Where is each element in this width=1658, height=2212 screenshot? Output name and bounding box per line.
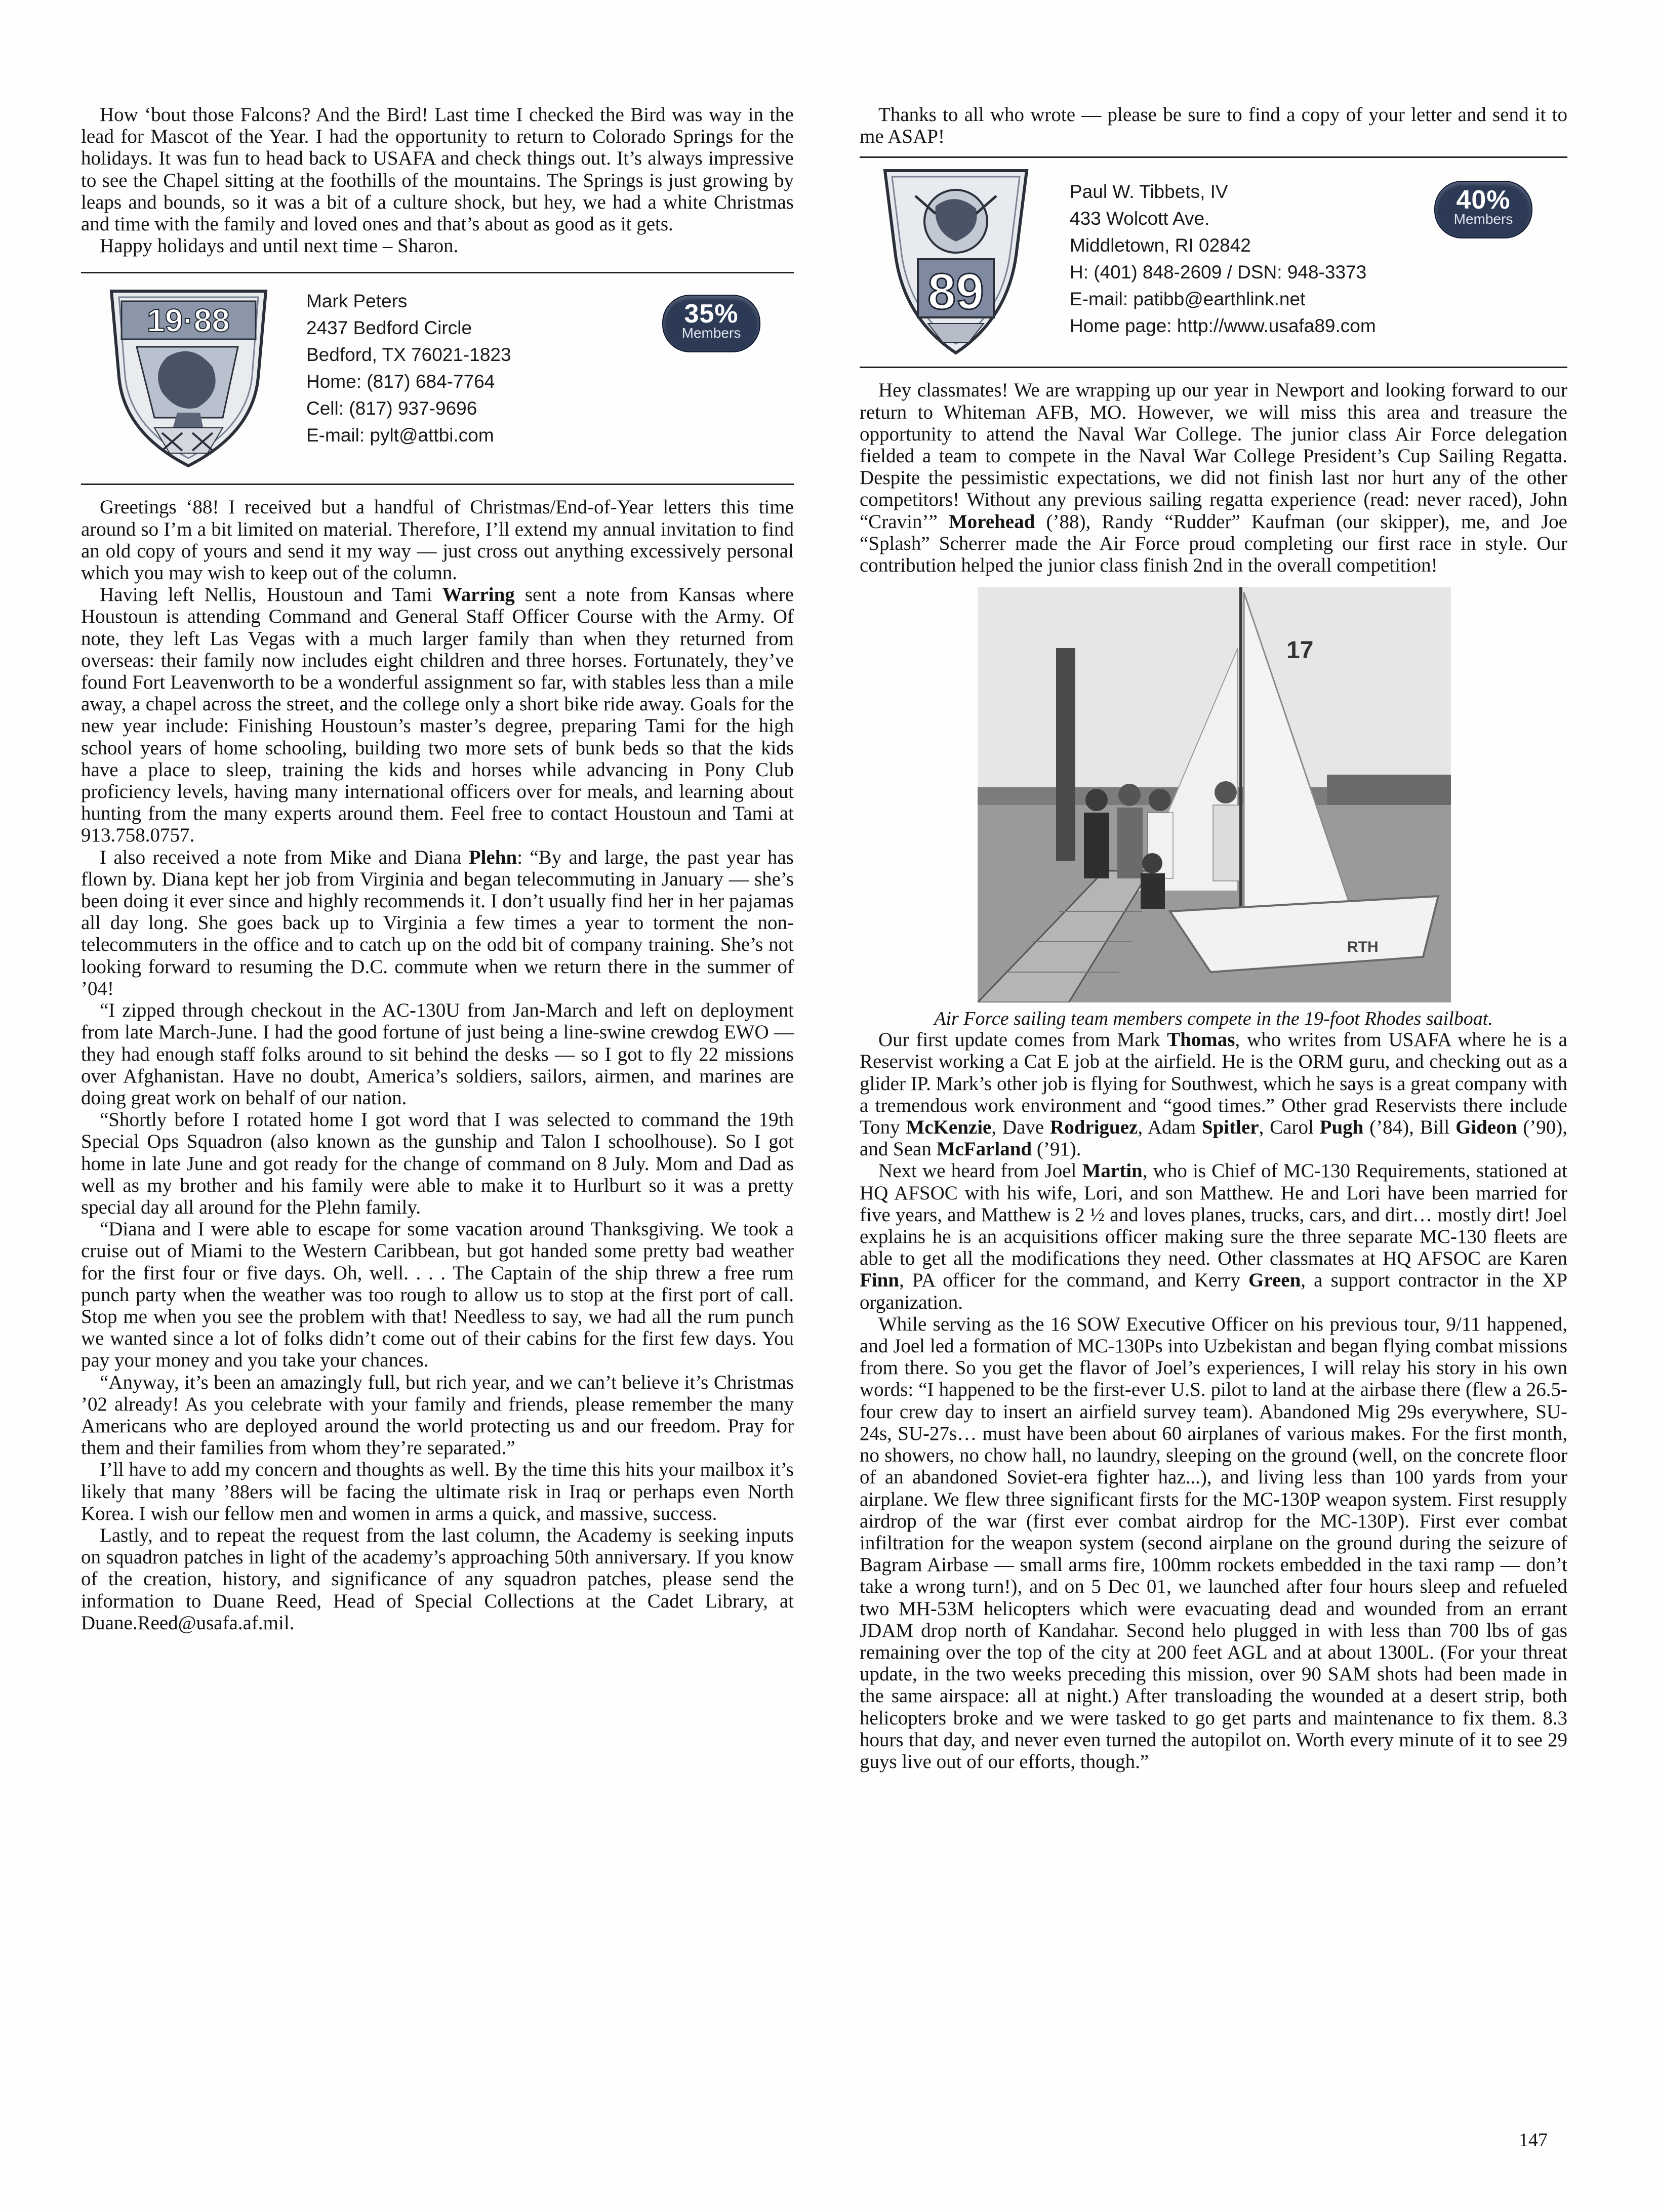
classmate-name: Morehead [948,510,1035,533]
scribe-address: 433 Wolcott Ave. [1070,208,1210,229]
scribe-city: Bedford, TX 76021-1823 [306,344,511,366]
classmate-name: Warring [442,584,515,606]
section-divider [81,484,794,485]
left-column [81,104,794,1634]
left-intro [81,104,794,257]
class-1988-crest-icon [106,286,271,471]
membership-percent: 40% [1456,185,1511,215]
paragraph: I also received a note from Mike and Diana Plehn: “By and large, the past year has flown by. Diana kept her job from Virginia and began telecommuting in January — she’s been doing it ever since and highly recommends it. I don’t usually find her in her pajamas all day long. She goes back up to Virginia a few times a year to torment the non-telecommuters in the office and to catch up on the odd bit of company training. She’s not looking forward to resuming the D.C. commute when we return there in the summer of ’04! [81,846,794,999]
paragraph: Lastly, and to repeat the request from the last column, the Academy is seeking inputs on squadron patches in light of the academy’s approaching 50th anniversary. If you know of the creation, history, and significance of any squadron patches, please send the information to Duane Reed, Head of Special Collections at the Cadet Library, at Duane.Reed@usafa.af.mil. [81,1524,794,1634]
photo-block [860,587,1567,1030]
paragraph: “Diana and I were able to escape for some vacation around Thanksgiving. We took a cruise out of Miami to the Western Caribbean, but got handed some pretty bad weather for the first four or five days. Oh, well. . . . The Captain of the ship threw a free rum punch party when the weather was too rough to allow us to stop at the first port of call. Stop me when you see the problem with that! Needless to say, we had all the rum punch we wanted since a lot of folks didn’t come out of their cabins for the first few days. You pay your money and you take your chances. [81,1218,794,1372]
intro-paragraph: Thanks to all who wrote — please be sure to find a copy of your letter and send it to me ASAP! [860,104,1567,148]
classmate-name: Pugh [1319,1116,1364,1139]
scribe-phone: H: (401) 848-2609 / DSN: 948-3373 [1070,262,1367,283]
paragraph: “I zipped through checkout in the AC-130U from Jan-March and left on deployment from late March-June. I had the good fortune of just being a line-swine crewdog EWO — they had enough staff folks around to sit behind the desks — so I got to fly 22 missions over Afghanistan. Have no doubt, America’s soldiers, sailors, airmen, and marines are doing great work on behalf of our nation. [81,999,794,1109]
paragraph: Next we heard from Joel Martin, who is Chief of MC-130 Requirements, stationed at HQ AFSOC with his wife, Lori, and son Matthew. He and Lori have been married for five years, and Matthew is 2 ½ and loves planes, trucks, cars, and dirt… mostly dirt! Joel explains he is an acquisitions officer making sure the three separate MC-130 fleets are able to get all the modifications they need. Other classmates at HQ AFSOC are Karen Finn, PA officer for the command, and Kerry Green, a support contractor in the XP organization. [860,1160,1567,1313]
scribe-homepage: Home page: http://www.usafa89.com [1070,315,1376,337]
class-1989-opening [860,379,1567,576]
intro-paragraph: How ‘bout those Falcons? And the Bird! Last time I checked the Bird was way in the lead for Mascot of the Year. I had the opportunity to return to Colorado Springs for the holidays. It was fun to head back to USAFA and check things out. It’s always impressive to see the Chapel sitting at the foothills of the mountains. The Springs is just growing by leaps and bounds, so it was a bit of a culture shock, but hey, we had a white Christmas and time with the family and loved ones and that’s about as good as it gets. [81,104,794,235]
svg-text:89: 89 [927,263,984,320]
class-1988-contact-info [306,288,511,449]
paragraph: Having left Nellis, Houstoun and Tami Warring sent a note from Kansas where Houstoun is attending Command and General Staff Officer Course with the Army. Of note, they left Las Vegas with a much larger family than when they returned from overseas: their family now includes eight children and three horses. Fortunately, they’ve found Fort Leavenworth to be a wonderful assignment so far, with stables less than a mile away, a chapel across the street, and the college only a short bike ride away. Goals for the new year include: Finishing Houstoun’s master’s degree, preparing Tami for the high school years of home schooling, building two more sets of bunk beds so that the kids have a place to sleep, training the kids and horses while advancing in Pony Club proficiency levels, having many international officers over for meals, and learning about hunting from the many experts around them. Feel free to contact Houstoun and Tami at 913.758.0757. [81,584,794,847]
class-1989-contact-info [1070,178,1376,339]
classmate-name: Rodriguez [1050,1116,1138,1139]
class-1988-contact-card [81,273,794,484]
paragraph: While serving as the 16 SOW Executive Officer on his previous tour, 9/11 happened, and Joel led a formation of MC-130Ps into Uzbekistan and began flying combat missions from there. So you get the flavor of Joel’s experiences, I will relay his story in his own words: “I happened to be the first-ever U.S. pilot to land at the airbase there (flew a 26.5-four crew day to insert an airfield survey team). Abandoned Mig 29s everywhere, SU-24s, SU-27s… must have been about 60 airplanes of various makes. For the first month, no showers, no chow hall, no laundry, sleeping on the ground (well, on the concrete floor of an abandoned Soviet-era fighter haz...), and living less than 100 yards from your airplane. We flew three significant firsts for the MC-130P weapon system. First resupply airdrop of the war (first ever combat airdrop for the MC-130P). First ever combat infiltration for the weapon system (second airplane on the ground during the seizure of Bagram Airbase — small arms fire, 100mm rockets embedded in the taxi ramp — don’t take a wrong turn!), and on 5 Dec 01, we launched after four hours sleep and refueled two MH-53M helicopters which were evacuating dead and wounded from an errant JDAM drop north of Kandahar. Second helo plugged in with less than 700 lbs of gas remaining over the top of the city at 200 feet AGL and at about 1300L. (For your threat update, in the two weeks preceding this mission, over 90 SAM shots had been made in the same airspace: all at night.) After transloading the wounded at a desert strip, both helicopters broke and we were tasked to go get parts and maintenance to fix them. 8.3 hours that day, and never even turned the autopilot on. Worth every minute of it to see 29 guys live out of our efforts, though.” [860,1313,1567,1773]
paragraph: “Anyway, it’s been an amazingly full, but rich year, and we can’t believe it’s Christmas ’02 already! As you celebrate with your family and friends, please remember the many Americans who are deployed around the world protecting us and our freedom. Pray for them and their families from whom they’re separated.” [81,1371,794,1459]
paragraph: Our first update comes from Mark Thomas, who writes from USAFA where he is a Reservist working a Cat E job at the airfield. He is the ORM guru, and checking out as a glider IP. Mark’s other job is flying for Southwest, which he says is a great company with a tremendous work environment and “good times.” Other grad Reservists there include Tony McKenzie, Dave Rodriguez, Adam Spitler, Carol Pugh (’84), Bill Gideon (’90), and Sean McFarland (’91). [860,1029,1567,1160]
scribe-home-phone: Home: (817) 684-7764 [306,371,495,392]
photo-caption: Air Force sailing team members compete in the 19-foot Rhodes sailboat. [934,1008,1493,1030]
membership-label: Members [681,325,741,341]
right-intro [860,104,1567,147]
scribe-email: E-mail: patibb@earthlink.net [1070,289,1306,310]
scribe-cell-phone: Cell: (817) 937-9696 [306,398,477,419]
scribe-name: Mark Peters [306,291,408,312]
class-1988-column [81,496,794,1634]
paragraph: “Shortly before I rotated home I got word that I was selected to command the 19th Special Ops Squadron (also known as the gunship and Talon I schoolhouse). So I got home in late June and got ready for the change of command on 8 July. Mom and Dad as well as my brother and his family were able to make it to Hurlburt so it was a pretty special day all around for the Plehn family. [81,1109,794,1218]
scribe-address: 2437 Bedford Circle [306,317,472,339]
svg-text:RTH: RTH [1347,939,1379,956]
class-1989-column [860,1029,1567,1773]
classmate-name: Gideon [1455,1116,1517,1139]
section-divider [860,367,1567,368]
class-1989-contact-card [860,158,1567,367]
classmate-name: Green [1248,1269,1301,1292]
paragraph: Hey classmates! We are wrapping up our year in Newport and looking forward to our return to Whiteman AFB, MO. However, we will miss this area and treasure the opportunity to attend the Naval War College. The junior class Air Force delegation fielded a team to compete in the Naval War College President’s Cup Sailing Regatta. Despite the pessimistic expectations, we did not finish last nor hurt any of the other competitors! Without any previous sailing regatta experience (read: never raced), John “Cravin’” Morehead (’88), Randy “Rudder” Kaufman (our skipper), me, and Joe “Splash” Scherrer made the Air Force proud completing our first race in style. Our contribution helped the junior class finish 2nd in the overall competition! [860,379,1567,577]
membership-badge [662,295,760,352]
scribe-name: Paul W. Tibbets, IV [1070,181,1228,203]
classmate-name: Spitler [1201,1116,1259,1139]
classmate-name: Martin [1082,1160,1143,1182]
paragraph: I’ll have to add my concern and thoughts as well. By the time this hits your mailbox it’s likely that many ’88ers will be facing the ultimate risk in Iraq or perhaps even North Korea. I wish our fellow men and women in arms a quick, and massive, success. [81,1459,794,1524]
classmate-name: McFarland [936,1138,1032,1160]
svg-text:19·88: 19·88 [147,302,230,339]
scribe-city: Middletown, RI 02842 [1070,235,1251,256]
membership-label: Members [1453,211,1513,227]
class-1989-crest-icon [880,166,1032,358]
classmate-name: Finn [860,1269,900,1292]
classmate-name: McKenzie [906,1116,992,1139]
page-number: 147 [1519,2129,1548,2151]
right-column [860,104,1567,1773]
paragraph: Greetings ‘88! I received but a handful of Christmas/End-of-Year letters this time around so I’m a bit limited on material. Therefore, I’ll extend my annual invitation to find an old copy of yours and send it my way — just cross out anything excessively personal which you may wish to keep out of the column. [81,496,794,584]
svg-text:17: 17 [1286,637,1314,664]
classmate-name: Thomas [1167,1029,1235,1051]
membership-percent: 35% [684,299,739,329]
sailboat-team-photo [978,587,1451,1002]
membership-badge [1434,181,1532,238]
intro-signoff: Happy holidays and until next time – Sharon. [100,235,459,257]
classmate-name: Plehn [468,846,517,868]
scribe-email: E-mail: pylt@attbi.com [306,425,494,446]
